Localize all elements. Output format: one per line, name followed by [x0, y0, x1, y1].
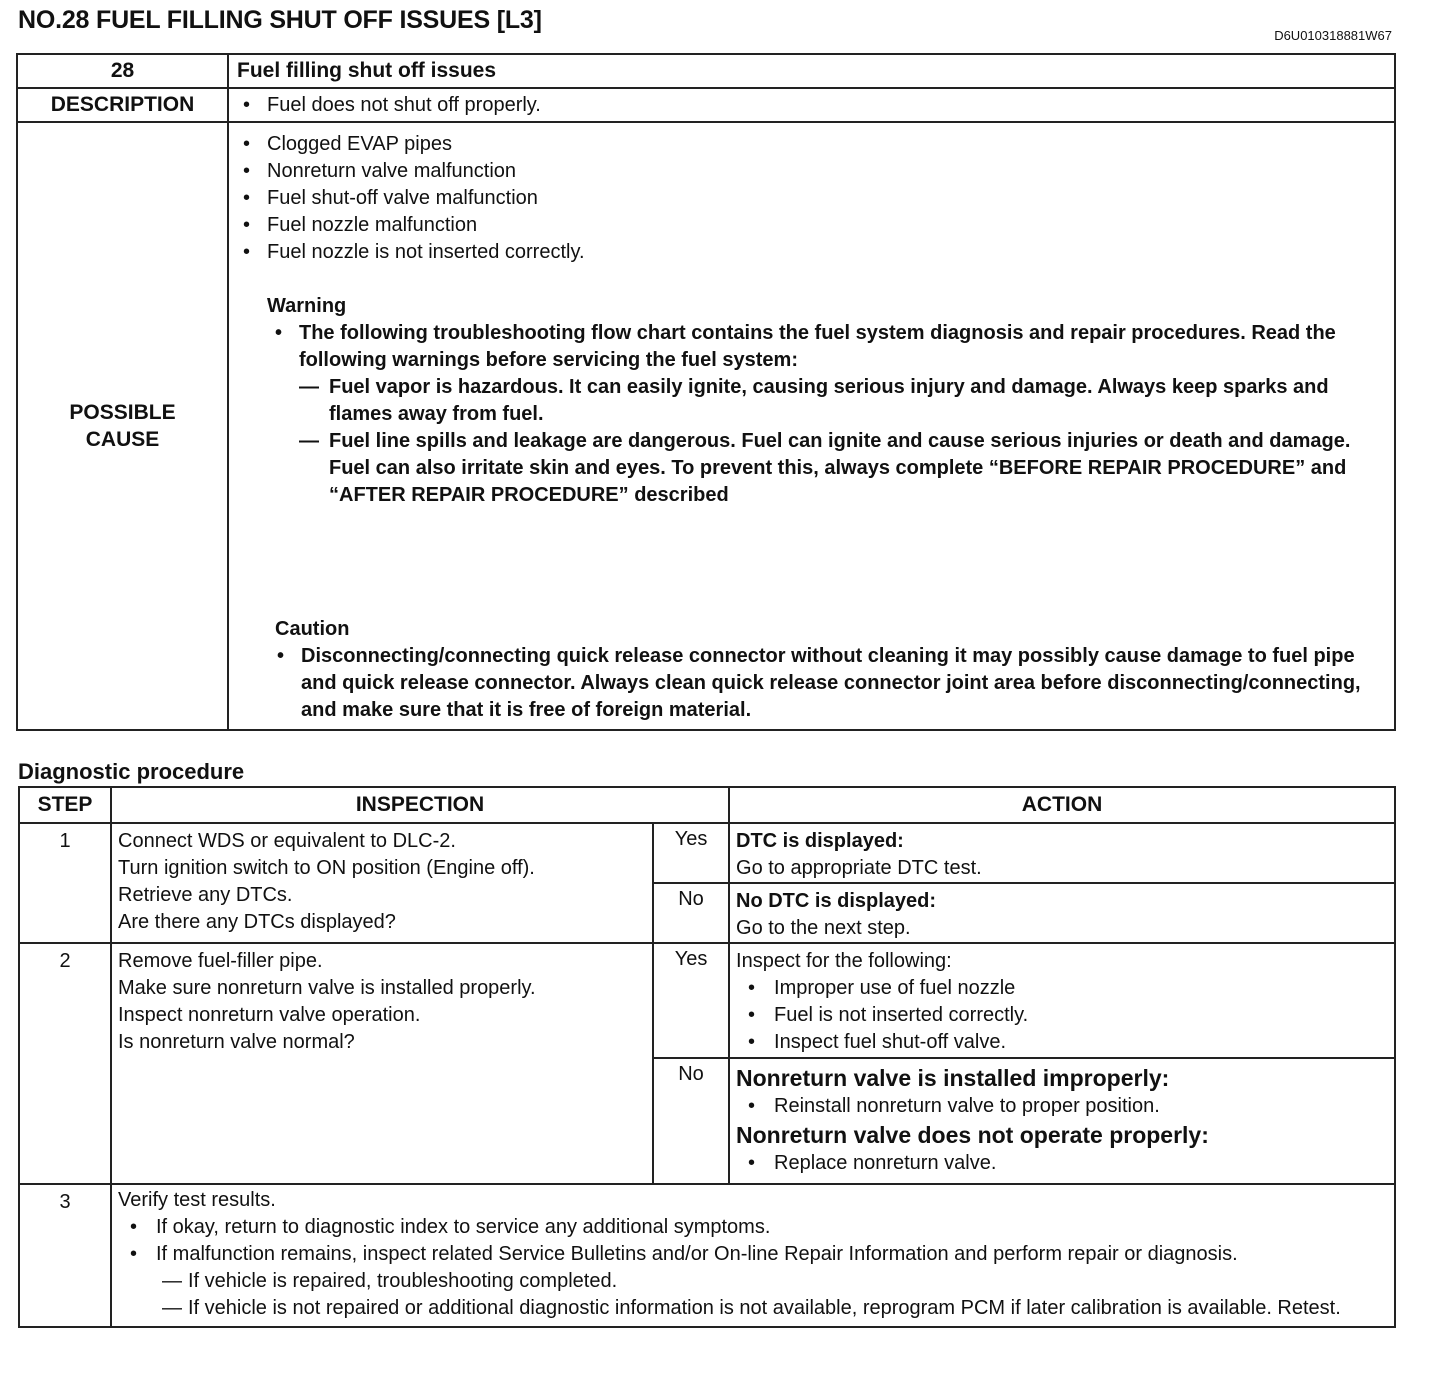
yes-label: Yes: [653, 823, 729, 883]
action-text: Go to appropriate DTC test.: [736, 857, 982, 879]
possible-cause-label: [17, 122, 228, 730]
inspection-line: Is nonreturn valve normal?: [118, 1031, 355, 1053]
cause-label-line1: POSSIBLE: [69, 401, 176, 424]
list-subitem: — If vehicle is not repaired or additional diagnostic information is not available, reprogram PCM if later calibration is available. Retest.: [118, 1295, 1388, 1322]
step-header: STEP: [19, 787, 111, 823]
list-item: • Clogged EVAP pipes: [229, 131, 1394, 158]
warning-subitem: — Fuel vapor is hazardous. It can easily ignite, causing serious injury and damage. Always keep sparks and flames away from fuel.: [229, 374, 1374, 428]
inspection-line: Connect WDS or equivalent to DLC-2.: [118, 830, 456, 852]
step-number: 1: [19, 823, 111, 943]
no-action-cell: [729, 883, 1395, 943]
yes-action-cell: [729, 823, 1395, 883]
action-title: Nonreturn valve is installed improperly:: [736, 1065, 1170, 1091]
symptom-table: [16, 53, 1396, 731]
diagnostic-procedure-title: Diagnostic procedure: [18, 759, 245, 784]
yes-label: Yes: [653, 943, 729, 1058]
list-subitem: — If vehicle is repaired, troubleshooting completed.: [118, 1268, 1388, 1295]
inspection-line: Are there any DTCs displayed?: [118, 911, 396, 933]
no-label: No: [653, 883, 729, 943]
no-label: No: [653, 1058, 729, 1184]
list-item: • Inspect fuel shut-off valve.: [736, 1029, 1388, 1056]
list-item: • Fuel nozzle malfunction: [229, 212, 1394, 239]
symptom-number: 28: [17, 54, 228, 88]
cause-list: [229, 131, 1394, 266]
step-number: 3: [19, 1184, 111, 1327]
warning-title: Warning: [267, 295, 347, 317]
action-text: Go to the next step.: [736, 917, 911, 939]
list-item: • Nonreturn valve malfunction: [229, 158, 1394, 185]
list-item: • If okay, return to diagnostic index to service any additional symptoms.: [118, 1214, 1388, 1241]
action-title: No DTC is displayed:: [736, 890, 937, 912]
document-code: D6U010318881W67: [1274, 28, 1392, 43]
caution-title: Caution: [275, 618, 350, 640]
inspection-cell: [111, 823, 653, 943]
warning-subitem: — Fuel line spills and leakage are dangerous. Fuel can ignite and cause serious injuries or death and damage. Fuel can also irritate skin and eyes. To prevent this, always complete “BEFORE REPAIR PROCEDURE” and “AFTER REPAIR PROCEDURE” described: [229, 428, 1374, 509]
action-title: Nonreturn valve does not operate properly:: [736, 1122, 1209, 1148]
inspection-line: Retrieve any DTCs.: [118, 884, 293, 906]
inspection-line: Turn ignition switch to ON position (Engine off).: [118, 857, 535, 879]
symptom-name: Fuel filling shut off issues: [228, 54, 1395, 88]
inspection-header: INSPECTION: [111, 787, 729, 823]
warning-item: • The following troubleshooting flow chart contains the fuel system diagnosis and repair procedures. Read the following warnings before servicing the fuel system:: [229, 320, 1374, 374]
list-item: • Replace nonreturn valve.: [736, 1150, 1388, 1177]
inspection-line: Make sure nonreturn valve is installed properly.: [118, 977, 536, 999]
list-item: • If malfunction remains, inspect related Service Bulletins and/or On-line Repair Information and perform repair or diagnosis.: [118, 1241, 1388, 1268]
cause-label-line2: CAUSE: [85, 428, 160, 451]
action-header: ACTION: [729, 787, 1395, 823]
description-label: DESCRIPTION: [17, 88, 228, 122]
step3-intro: Verify test results.: [118, 1189, 276, 1211]
inspection-line: Inspect nonreturn valve operation.: [118, 1004, 421, 1026]
possible-cause-cell: [228, 122, 1395, 730]
caution-item: • Disconnecting/connecting quick release connector without cleaning it may possibly cause damage to fuel pipe and quick release connector. Always clean quick release connector joint area before disconnecting/connecting, and make sure that it is free of foreign material.: [229, 643, 1382, 724]
inspection-line: Remove fuel-filler pipe.: [118, 950, 323, 972]
inspection-cell: [111, 943, 653, 1184]
yes-action-cell: [729, 943, 1395, 1058]
list-item: • Improper use of fuel nozzle: [736, 975, 1388, 1002]
description-item: • Fuel does not shut off properly.: [229, 92, 1394, 119]
action-title: DTC is displayed:: [736, 830, 904, 852]
description-cell: [228, 88, 1395, 122]
action-text: Inspect for the following:: [736, 950, 952, 972]
page-title: NO.28 FUEL FILLING SHUT OFF ISSUES [L3]: [18, 6, 542, 34]
list-item: • Fuel nozzle is not inserted correctly.: [229, 239, 1394, 266]
list-item: • Fuel shut-off valve malfunction: [229, 185, 1394, 212]
list-item: • Reinstall nonreturn valve to proper position.: [736, 1093, 1388, 1120]
diagnostic-table: [18, 786, 1396, 1328]
step3-cell: [111, 1184, 1395, 1327]
step-number: 2: [19, 943, 111, 1184]
no-action-cell: [729, 1058, 1395, 1184]
list-item: • Fuel is not inserted correctly.: [736, 1002, 1388, 1029]
